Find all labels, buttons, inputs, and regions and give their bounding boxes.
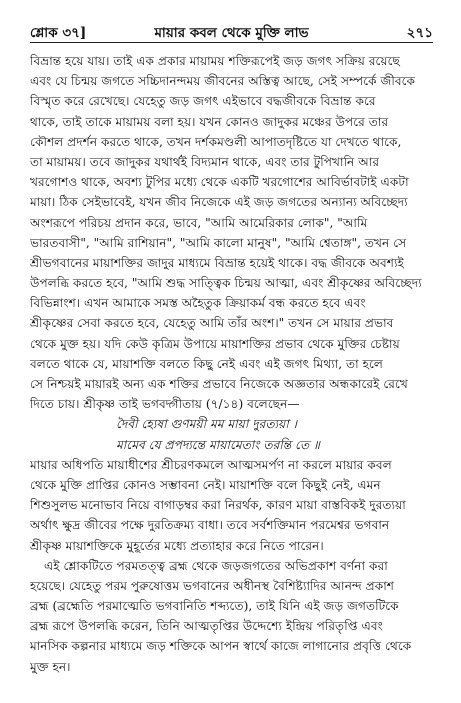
text-line: বিস্মৃত করে রেখেছে। যেহেতু জড় জগৎ এইভাবে বদ্ধজীবকে বিভ্রান্ত করে [30, 94, 376, 109]
text-line: মুক্ত হন। [30, 659, 71, 674]
text-line: শ্রীভগবানের মায়াশক্তির জাদুর মাধ্যমে বিভ্রান্ত হয়েই থাকে। বদ্ধ জীবকে অবশ্যই [30, 255, 404, 270]
text-line: শ্রীকৃষ্ণের সেবা করতে হবে, যেহেতু আমি তাঁর অংশ।" তখন সে মায়ার প্রভাব [30, 316, 394, 331]
text-line: থেকে মুক্তি প্রাপ্তির কোনও সম্ভাবনা নেই। মায়াশক্তি বলে কিছুই নেই, এমন [30, 477, 381, 492]
text-line: মানসিক কল্পনার মাধ্যমে জড় শক্তিকে আপন স্বার্থে কাজে লাগানোর প্রবৃত্তি থেকে [30, 639, 412, 654]
text-line: শ্রীকৃষ্ণ মায়াশক্তিকে মুহূর্তের মধ্যে প্রত্যাহার করে নিতে পারেন। [30, 538, 324, 553]
text-line: তা মায়াময়। তবে জাদুকর যথার্থই বিদ্যমান থাকে, এবং তার টুপিখানি আর [30, 154, 380, 169]
text-line: শিশুসুলভ মনোভাব নিয়ে বাগাড়ম্বর করা নিরর্থক, কারণ মায়া বাস্তবিকই দুরত্যয়া [30, 498, 406, 513]
text-line: অর্থাৎ ক্ষুদ্র জীবের পক্ষে দুরতিক্রম্য বাধা। তবে সর্বশক্তিমান পরমেশ্বর ভগবান [30, 518, 390, 533]
book-page [30, 18, 433, 688]
text-line: দিতে চায়। শ্রীকৃষ্ণ তাই ভগবদ্গীতায় (৭/১৪) বলেছেন— [30, 397, 300, 412]
text-line: বিভ্রান্ত হয়ে যায়। তাই এক প্রকার মায়াময় শক্তিরূপেই জড় জগৎ সক্রিয় রয়েছে [30, 54, 400, 68]
text-line: ব্রহ্ম (ব্রহ্মেতি পরমাত্মেতি ভগবানিতি শব্দ্যতে), তাই যিনি এই জড় জগতটিকে [30, 599, 399, 614]
page-header [30, 18, 433, 43]
chapter-title: মায়ার কবল থেকে মুক্তি লাভ [154, 25, 309, 41]
text-line: খরগোশও থাকে, অবশ্য টুপির মধ্যে থেকে একটি খরগোশের আবির্ভাবটাই একটা [30, 175, 409, 190]
text-line: অংশরূপে পরিচয় প্রদান করে, ভাবে, "আমি আমেরিকার লোক", "আমি [30, 215, 368, 230]
text-line: বিভিন্নাংশ। এখন আমাকে সমস্ত অহৈতুক ক্রিয়াকর্ম বন্ধ করতে হবে এবং [30, 296, 366, 311]
text-line: ভারতবাসী", "আমি রাশিয়ান", "আমি কালো মানুষ", "আমি শ্বেতাঙ্গ", তখন সে [30, 235, 407, 250]
verse-line: মামেব যে প্রপদ্যন্তে মায়ামেতাং তরন্তি তে ॥ [116, 437, 320, 452]
text-line: সে নিশ্চয়ই মায়ারই অন্য এক শক্তির প্রভাবে নিজেকে অজ্ঞতার অন্ধকারেই রেখে [30, 377, 408, 391]
page-body [30, 51, 433, 677]
text-line: উপলব্ধি করতে হবে, "আমি শুদ্ধ সাত্ত্বিক চিন্ময় আত্মা, এবং শ্রীকৃষ্ণের অবিচ্ছেদ্য [30, 276, 422, 291]
verse-line: দৈবী হ্যেষা গুণময়ী মম মায়া দুরত্যয়া । [116, 417, 297, 432]
text-line: এই শ্লোকটিতে পরমতত্ত্ব ব্রহ্ম থেকে জড়জগতের অভিপ্রকাশ বর্ণনা করা [44, 558, 388, 573]
text-line: থেকে মুক্ত হয়। যদি কেউ কৃত্রিম উপায়ে মায়াশক্তির প্রভাব থেকে মুক্তির চেষ্টায় [30, 336, 400, 351]
text-line: হয়েছে। যেহেতু পরম পুরুষোত্তম ভগবানের অধীনস্থ বৈশিষ্ট্যাদির আনন্দ প্রকাশ [30, 578, 395, 593]
verse-number-label: শ্লোক ৩৭] [30, 25, 87, 41]
text-line: কৌশল প্রদর্শন করতে থাকে, তখন দর্শকমণ্ডলী আপাতদৃষ্টিতে যা দেখতে থাকে, [30, 134, 402, 149]
text-line: মায়ার অধিপতি মায়াধীশের শ্রীচরণকমলে আত্মসমর্পণ না করলে মায়ার কবল [30, 457, 392, 472]
text-line: এবং যে চিন্ময় জগতে সচ্চিদানন্দময় জীবনের অস্তিত্ব আছে, সেই সম্পর্কে জীবকে [30, 74, 416, 89]
text-line: ব্রহ্ম রূপে উপলব্ধি করেন, তিনি আত্মতৃপ্তির উদ্দেশ্যে ইন্দ্রিয় পরিতৃপ্তি এবং [30, 619, 383, 634]
text-line: বলতে থাকে যে, মায়াশক্তি বলতে কিছু নেই এবং এই জগৎ মিথ্যা, তা হলে [30, 356, 383, 371]
page-number: ২৭১ [406, 25, 433, 41]
text-line: মায়া। ঠিক সেইভাবেই, যখন জীব নিজেকে এই জড় জগতের অন্যান্য অবিচ্ছেদ্য [30, 195, 408, 210]
text-line: থাকে, তাই তাকে মায়াময় বলা হয়। যখন কোনও জাদুকর মঞ্চের উপরে তার [30, 114, 389, 129]
